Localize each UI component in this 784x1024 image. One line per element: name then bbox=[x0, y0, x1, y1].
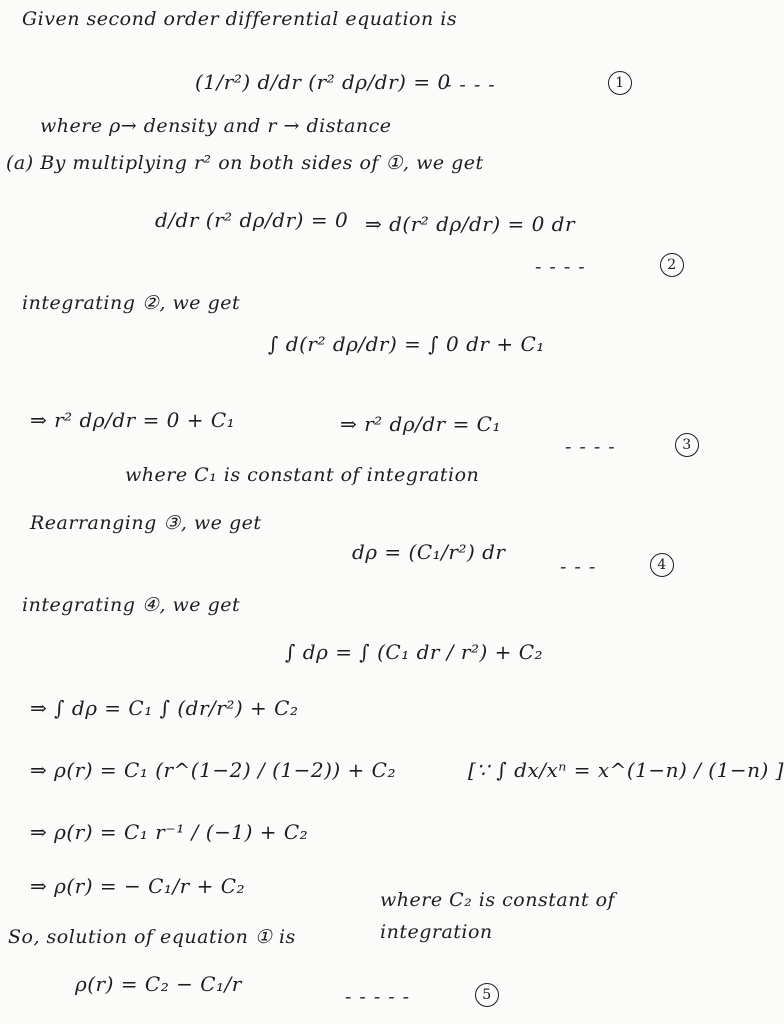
equation-dashes: --- bbox=[560, 556, 604, 578]
step-equation: ⇒ ρ(r) = C₁ (r^(1−2) / (1−2)) + C₂ bbox=[30, 758, 396, 782]
equation-tag-1 bbox=[608, 70, 632, 95]
integral-equation: ∫ dρ = ∫ (C₁ dr / r²) + C₂ bbox=[285, 640, 544, 664]
equation-3-left: ⇒ r² dρ/dr = 0 + C₁ bbox=[30, 408, 236, 432]
equation-number-badge: 1 bbox=[608, 71, 632, 95]
equation-dashes: ---- bbox=[445, 74, 503, 96]
equation-number-badge: 2 bbox=[660, 253, 684, 277]
final-solution: ρ(r) = C₂ − C₁/r bbox=[75, 972, 242, 996]
definitions-text: where ρ→ density and r → distance bbox=[40, 115, 392, 137]
integrating-text: integrating ②, we get bbox=[22, 292, 241, 314]
equation-tag-3 bbox=[675, 432, 699, 457]
equation-tag-4 bbox=[650, 552, 674, 577]
step-equation: ⇒ ρ(r) = − C₁/r + C₂ bbox=[30, 874, 246, 898]
step-equation: ⇒ ρ(r) = C₁ r⁻¹ / (−1) + C₂ bbox=[30, 820, 309, 844]
equation-tag-5 bbox=[475, 982, 499, 1007]
solution-text: So, solution of equation ① is bbox=[8, 926, 296, 948]
equation-number-badge: 5 bbox=[475, 983, 499, 1007]
equation-dashes: ----- bbox=[345, 986, 418, 1008]
equation-2-left: d/dr (r² dρ/dr) = 0 bbox=[155, 208, 349, 232]
equation-2-right: ⇒ d(r² dρ/dr) = 0 dr bbox=[365, 212, 576, 236]
integral-equation: ∫ d(r² dρ/dr) = ∫ 0 dr + C₁ bbox=[268, 332, 545, 356]
equation-number-badge: 3 bbox=[675, 433, 699, 457]
step-equation: ⇒ ∫ dρ = C₁ ∫ (dr/r²) + C₂ bbox=[30, 696, 299, 720]
integrating-text: integrating ④, we get bbox=[22, 594, 241, 616]
rearranging-text: Rearranging ③, we get bbox=[30, 512, 262, 534]
equation-4: dρ = (C₁/r²) dr bbox=[352, 540, 506, 564]
intro-text: Given second order differential equation is bbox=[22, 8, 458, 30]
equation-1: (1/r²) d/dr (r² dρ/dr) = 0 bbox=[195, 70, 451, 94]
step-a-text: (a) By multiplying r² on both sides of ①, we get bbox=[6, 152, 484, 174]
equation-dashes: ---- bbox=[565, 436, 623, 458]
equation-3-right: ⇒ r² dρ/dr = C₁ bbox=[340, 412, 502, 436]
constant-c1-text: where C₁ is constant of integration bbox=[125, 464, 480, 486]
power-rule-note: [∵ ∫ dx/xⁿ = x^(1−n) / (1−n) ] bbox=[468, 758, 784, 782]
equation-tag-2 bbox=[660, 252, 684, 277]
equation-dashes: ---- bbox=[535, 256, 593, 278]
equation-number-badge: 4 bbox=[650, 553, 674, 577]
constant-c2-text: where C₂ is constant of integration bbox=[380, 889, 616, 943]
